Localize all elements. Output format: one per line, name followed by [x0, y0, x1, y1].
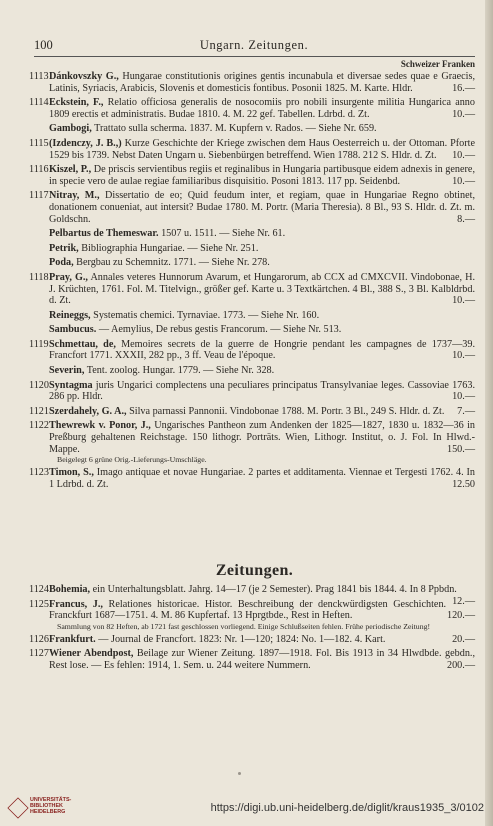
- catalog-entry: [29, 420, 475, 465]
- entry-description: Tent. zoolog. Hungar. 1779. — Siehe Nr. 328.: [86, 365, 275, 377]
- catalog-entries: [29, 71, 476, 493]
- entry-price: 8.—: [457, 213, 475, 225]
- entry-number: 1120: [29, 379, 49, 391]
- library-logo[interactable]: [8, 796, 78, 822]
- entry-price: 150.—: [446, 443, 475, 455]
- entry-author: Dánkovszky G.,: [49, 71, 119, 82]
- scan-edge: [485, 0, 493, 826]
- entry-description: — Aemylius, De rebus gestis Francorum. — Siehe Nr. 513.: [98, 324, 342, 336]
- entry-description: De priscis servientibus regiis et reginalibus in Hungaria partibusque eidem adnexis in genere, in specie vero de aulae regiae familiaribus disquisitio. Posoni 1813. 117 pp. Seidenbd.: [49, 164, 475, 187]
- entry-number: 1119: [29, 338, 49, 350]
- entry-price: 10.—: [452, 108, 475, 120]
- entry-description: Relationes historicae. Histor. Beschreibung der denckwürdigsten Geschichten. Franckfurt 1687—1751. 4. M. 86 Kupfertaf. 13 Hprgtbde., Rest in Heften.: [49, 598, 447, 622]
- entry-price: 16.—: [452, 82, 475, 94]
- entry-author: (Izdenczy, J. B.,): [49, 137, 122, 149]
- entry-author: Timon, S.,: [49, 467, 94, 479]
- entry-description: Trattato sulla scherma. 1837. M. Kupfern v. Rados. — Siehe Nr. 659.: [94, 123, 377, 135]
- entry-price: 200.—: [446, 659, 475, 671]
- catalog-entry: [29, 467, 476, 490]
- entry-author: Syntagma: [49, 379, 93, 391]
- catalog-entry: [29, 338, 476, 362]
- entry-author: Gambogi,: [49, 123, 92, 135]
- entry-author: Petrik,: [49, 242, 79, 254]
- source-url-link[interactable]: https://digi.ub.uni-heidelberg.de/diglit/kraus1935_3/0102: [210, 802, 484, 814]
- entry-description: Memoires secrets de la guerre de Hongrie pendant les campagnes de 1737—39. Francfort 1771. XXXII, 282 pp., 3 ff. Veau de l'époque.: [49, 338, 476, 362]
- catalog-entry: [29, 405, 475, 418]
- entry-author: Szerdahely, G. A.,: [49, 405, 127, 417]
- entry-author: Reineggs,: [49, 309, 91, 321]
- catalog-entry: [29, 271, 475, 307]
- catalog-entry: [29, 190, 476, 225]
- header-rule: [34, 56, 475, 57]
- catalog-entry: [34, 365, 475, 377]
- entry-number: 1118: [29, 271, 49, 283]
- currency-note: Schweizer Franken: [400, 59, 475, 69]
- catalog-entry: [34, 324, 475, 336]
- entry-author: Wiener Abendpost,: [49, 648, 134, 660]
- catalog-entry: [29, 633, 475, 646]
- entry-price: 7.—: [457, 405, 475, 417]
- catalog-entry: [29, 379, 476, 403]
- entry-author: Poda,: [49, 257, 74, 269]
- catalog-entry: [34, 310, 475, 322]
- catalog-entry: [29, 97, 475, 120]
- catalog-entry: [29, 164, 475, 187]
- entry-author: Francus, J.,: [49, 598, 103, 610]
- entry-author: Frankfurt.: [49, 633, 96, 645]
- entry-price: 10.—: [452, 149, 475, 161]
- entry-price: 12.—: [452, 595, 475, 607]
- entry-description: ein Unterhaltungsblatt. Jahrg. 14—17 (je 2 Semester). Prag 1841 bis 1844. 4. In 8 Ppbdn.: [92, 584, 457, 595]
- catalog-entry: [34, 228, 475, 240]
- entry-description: Bibliographia Hungariae. — Siehe Nr. 251.: [81, 242, 259, 254]
- entry-number: 1126: [29, 633, 49, 645]
- entry-description: Dissertatio de eo; Quid feudum inter, et regiam, quae in Hungariae Regno obtinet, donationem conueniat, aut intersit? Budae 1780. M. Portr. (Maria Theresia). 8 Bl., 93 S. Hldr. d. Zt. m. Goldschn.: [49, 190, 476, 225]
- entry-description: Imago antiquae et novae Hungariae. 2 partes et additamenta. Viennae et Tergesti 1762. 4. In 1 Ldrbd. d. Zt.: [49, 467, 476, 490]
- entry-price: 12.50: [452, 478, 475, 490]
- catalog-entry: [34, 257, 475, 269]
- running-title: Ungarn. Zeitungen.: [199, 38, 309, 52]
- catalog-entry: [29, 598, 475, 631]
- entry-number: 1115: [29, 137, 49, 149]
- entry-author: Pray, G.,: [49, 271, 88, 283]
- page-number: 100: [34, 38, 53, 52]
- entry-price: 10.—: [452, 295, 475, 307]
- entry-number: 1116: [29, 164, 49, 176]
- entry-price: 10.—: [452, 350, 475, 362]
- entry-description: 1507 u. 1511. — Siehe Nr. 61.: [161, 228, 286, 240]
- entry-description: Ungarisches Pantheon zum Andenken der 1825—1827, 1830 u. 1832—36 in Preßburg gehaltenen Reichstage. 150 lithogr. Porträts. Wien, Lithogr. Institut, o. J. Fol. In Hlwd.-Mappe.: [49, 420, 475, 455]
- entry-author: Nitray, M.,: [49, 190, 100, 202]
- entry-author: Bohemia,: [49, 584, 91, 595]
- library-emblem-icon: [7, 797, 28, 818]
- entry-number: 1121: [29, 405, 49, 417]
- entry-number: 1125: [29, 598, 49, 610]
- entry-description: Annales veteres Hunnorum Avarum, et Hungarorum, ab CCX ad CMXCVII. Vindobonae, H. J. Krüchten, 1761. Fol. M. Titelvign., größer gef. Karte u. 3 Textkärtchen. 4 Bl., 388 S., 3 Bl. Kalbldrbd. d. Zt.: [49, 271, 475, 307]
- entry-note: Sammlung von 82 Heften, ab 1721 fast geschlossen vorliegend. Einige Schlußseiten fehlen. Frühe periodische Zeitung!: [57, 621, 431, 631]
- entry-number: 1123: [29, 467, 49, 479]
- entry-author: Schmettau, de,: [49, 338, 116, 350]
- entry-price: 120.—: [446, 610, 475, 622]
- entry-description: juris Ungarici complectens una peculiares principatus Transylvaniae leges. Cassoviae 1763. 286 pp. Hldr.: [49, 379, 476, 403]
- entry-author: Sambucus.: [49, 324, 97, 336]
- entry-note: Beigelegt 6 grüne Orig.-Lieferungs-Umschläge.: [57, 455, 207, 465]
- newspaper-entries: [29, 584, 476, 675]
- entry-author: Pelbartus de Themeswar.: [49, 228, 159, 240]
- catalog-entry: [34, 123, 475, 135]
- entry-description: Beilage zur Wiener Zeitung. 1897—1918. Fol. Bis 1913 in 34 Hlwdbde. gebdn., Rest lose. — Es fehlen: 1914, 1. Sem. u. 244 weitere Nummern.: [49, 648, 476, 671]
- entry-number: 1122: [29, 420, 49, 432]
- catalog-entry: [29, 137, 475, 161]
- entry-author: Severin,: [49, 365, 85, 377]
- entry-description: — Journal de Francfort. 1823: Nr. 1—120; 1824: No. 1—182. 4. Kart.: [98, 633, 386, 645]
- entry-description: Systematis chemici. Tyrnaviae. 1773. — Siehe Nr. 160.: [93, 309, 320, 321]
- entry-price: 10.—: [452, 391, 475, 403]
- library-logo-text: UNIVERSITÄTS- BIBLIOTHEK HEIDELBERG: [30, 797, 72, 816]
- entry-number: 1114: [29, 97, 49, 109]
- catalog-entry: [29, 648, 476, 671]
- entry-number: 1127: [29, 648, 49, 660]
- entry-number: 1113: [29, 71, 49, 82]
- entry-author: Eckstein, F.,: [49, 97, 104, 109]
- entry-description: Relatio officiosa generalis de nosocomiis pro nobili insurgente militia Hungarica anno 1809 erectis et administratis. Budae 1810. 4. M. 22 gef. Tabellen. Ldrbd. d. Zt.: [49, 97, 475, 120]
- section-title: Zeitungen.: [215, 562, 294, 579]
- entry-price: 20.—: [452, 633, 475, 645]
- entry-number: 1117: [29, 190, 49, 202]
- page-header: [34, 38, 474, 54]
- catalog-entry: [29, 71, 476, 94]
- entry-author: Kiszel, P.,: [49, 164, 92, 176]
- entry-number: 1124: [29, 584, 49, 595]
- entry-description: Silva parnassi Pannonii. Vindobonae 1788. M. Portr. 3 Bl., 249 S. Hldr. d. Zt.: [129, 405, 445, 417]
- entry-author: Thewrewk v. Ponor, J.,: [49, 420, 151, 432]
- catalog-entry: [34, 243, 475, 255]
- entry-description: Bergbau zu Schemnitz. 1771. — Siehe Nr. 278.: [76, 257, 270, 269]
- entry-description: Kurze Geschichte der Kriege zwischen dem Haus Oesterreich u. der Ottoman. Pforte 1529 bis 1739. Nebst Daten Ungarn u. Siebenbürgen betreffend. Wien 1788. 212 S. Hldr. d. Zt.: [49, 137, 475, 161]
- entry-price: 10.—: [452, 175, 475, 187]
- scan-blemish: [238, 772, 241, 775]
- entry-description: Hungarae constitutionis origines gentis incunabula et diversae sedes quae e Graecis, Latinis, Syriacis, Arabicis, Slovenis et domesticis fontibus. Posonii 1825. M. Karte. Hldr.: [49, 71, 476, 94]
